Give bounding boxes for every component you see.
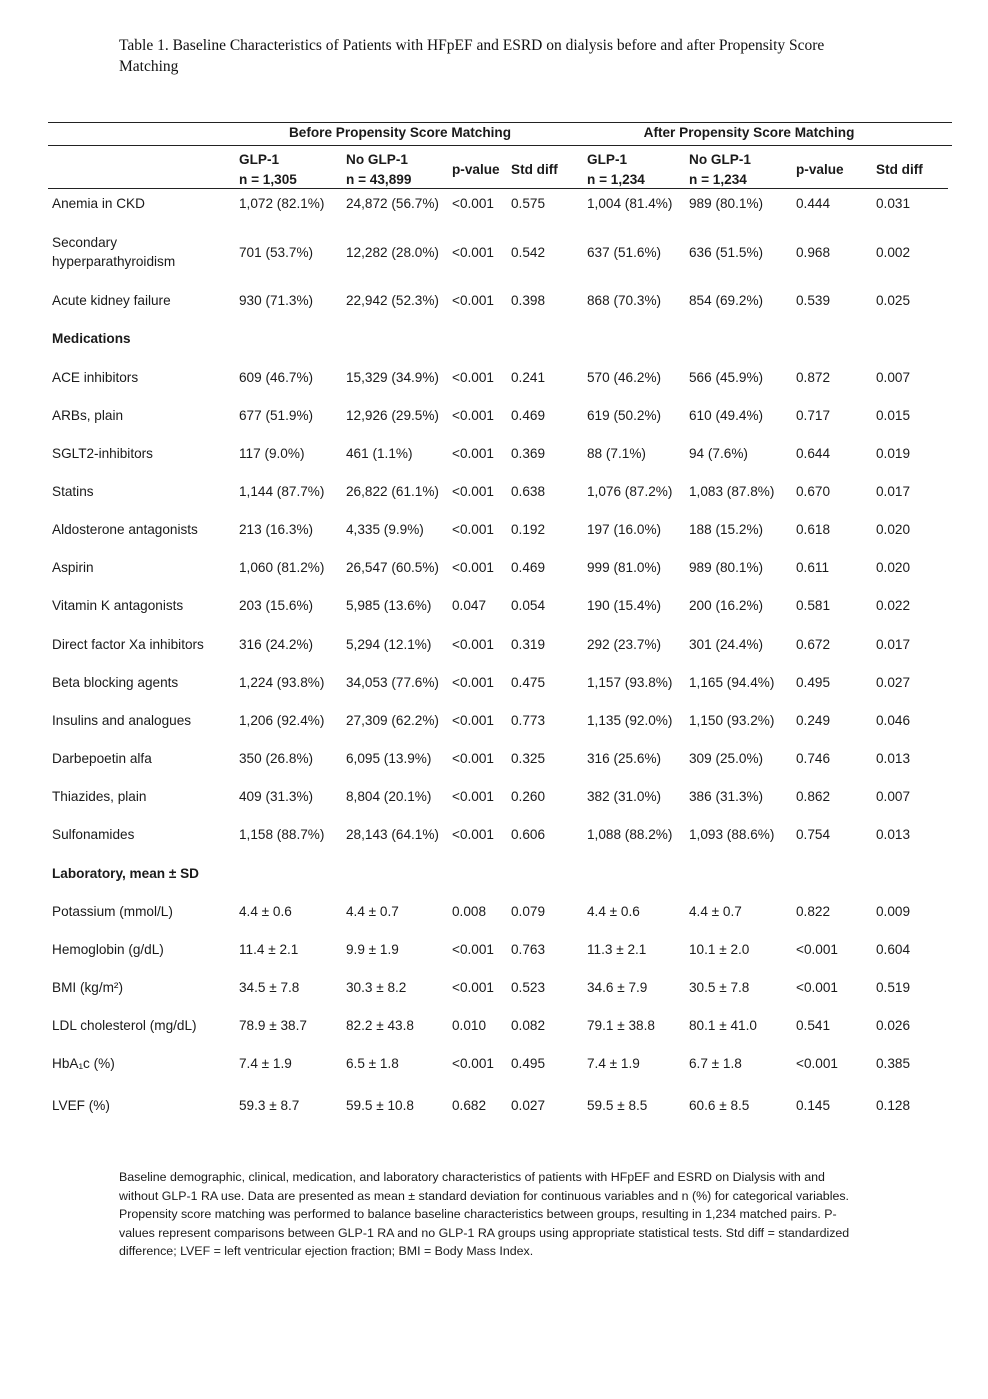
table-cell: 24,872 (56.7%) [346,196,439,211]
table-cell: 197 (16.0%) [587,522,662,537]
row-label: Hemoglobin (g/dL) [52,942,164,957]
table-cell: <0.001 [796,1056,838,1071]
table-cell: 301 (24.4%) [689,637,764,652]
table-cell: 409 (31.3%) [239,789,314,804]
table-cell: 1,072 (82.1%) [239,196,325,211]
table-cell: 34,053 (77.6%) [346,675,439,690]
table-cell: 0.009 [876,904,911,919]
table-cell: 461 (1.1%) [346,446,413,461]
table-cell: 200 (16.2%) [689,598,764,613]
table-cell: <0.001 [452,637,494,652]
table-cell: 0.495 [796,675,831,690]
row-label: ARBs, plain [52,408,124,423]
col-header-glp1-after: GLP-1 n = 1,234 [587,152,645,187]
table-cell: 0.495 [511,1056,546,1071]
column-header-rule [48,188,948,189]
table-cell: 0.611 [796,560,830,575]
table-cell: 0.773 [511,713,546,728]
table-cell: 1,206 (92.4%) [239,713,325,728]
table-cell: 0.002 [876,245,911,260]
table-cell: 0.192 [511,522,546,537]
table-cell: 0.145 [796,1098,831,1113]
table-cell: <0.001 [796,980,838,995]
table-cell: 213 (16.3%) [239,522,314,537]
table-cell: 0.013 [876,751,911,766]
table-cell: 0.325 [511,751,546,766]
table-cell: 0.604 [876,942,911,957]
table-cell: 0.475 [511,675,546,690]
table-cell: 27,309 (62.2%) [346,713,439,728]
table-cell: <0.001 [796,942,838,957]
section-label: Laboratory, mean ± SD [52,866,199,881]
table-cell: 0.020 [876,522,911,537]
table-cell: 79.1 ± 38.8 [587,1018,655,1033]
table-cell: 1,157 (93.8%) [587,675,673,690]
table-cell: 0.670 [796,484,831,499]
row-label: Insulins and analogues [52,713,192,728]
row-label: Anemia in CKD [52,196,145,211]
table-cell: 316 (25.6%) [587,751,662,766]
table-cell: 999 (81.0%) [587,560,662,575]
table-cell: 0.047 [452,598,487,613]
table-cell: 0.027 [876,675,911,690]
table-cell: 0.260 [511,789,546,804]
table-cell: 0.385 [876,1056,911,1071]
table-cell: 0.581 [796,598,831,613]
table-cell: 78.9 ± 38.7 [239,1018,307,1033]
section-label: Medications [52,331,131,346]
table-cell: 0.010 [452,1018,487,1033]
table-cell: 1,093 (88.6%) [689,827,775,842]
table-cell: 5,985 (13.6%) [346,598,432,613]
table-cell: 6,095 (13.9%) [346,751,432,766]
table-cell: 0.469 [511,408,546,423]
table-cell: 309 (25.0%) [689,751,764,766]
table-cell: <0.001 [452,370,494,385]
table-cell: 1,083 (87.8%) [689,484,775,499]
group-header-after-psm: After Propensity Score Matching [643,125,855,140]
table-cell: 570 (46.2%) [587,370,662,385]
table-cell: 930 (71.3%) [239,293,314,308]
table-cell: 0.026 [876,1018,911,1033]
table-cell: 203 (15.6%) [239,598,314,613]
table-cell: 0.541 [796,1018,831,1033]
table-cell: 59.5 ± 10.8 [346,1098,414,1113]
table-cell: 0.746 [796,751,831,766]
table-cell: 0.015 [876,408,911,423]
table-cell: 868 (70.3%) [587,293,662,308]
table-cell: 0.241 [511,370,546,385]
table-cell: <0.001 [452,980,494,995]
row-label: Thiazides, plain [52,789,147,804]
table-cell: 26,822 (61.1%) [346,484,439,499]
table-cell: 0.007 [876,789,911,804]
table-cell: 0.022 [876,598,911,613]
col-header-pvalue-before: p-value [452,162,500,177]
col-header-glp1-before: GLP-1 n = 1,305 [239,152,297,187]
table-cell: <0.001 [452,942,494,957]
table-cell: 0.542 [511,245,546,260]
table-cell: 5,294 (12.1%) [346,637,432,652]
table-cell: 1,004 (81.4%) [587,196,673,211]
table-cell: 0.717 [796,408,831,423]
table-cell: 4.4 ± 0.6 [587,904,640,919]
table-cell: <0.001 [452,484,494,499]
table-cell: 88 (7.1%) [587,446,646,461]
table-cell: 94 (7.6%) [689,446,748,461]
table-cell: 7.4 ± 1.9 [239,1056,292,1071]
table-cell: 59.5 ± 8.5 [587,1098,648,1113]
table-cell: <0.001 [452,408,494,423]
table-cell: 34.6 ± 7.9 [587,980,648,995]
table-cell: 386 (31.3%) [689,789,764,804]
table-cell: 28,143 (64.1%) [346,827,439,842]
table-cell: 7.4 ± 1.9 [587,1056,640,1071]
table-cell: 0.754 [796,827,831,842]
row-label: Darbepoetin alfa [52,751,152,766]
table-cell: 0.079 [511,904,546,919]
table-cell: 382 (31.0%) [587,789,662,804]
table-cell: 0.672 [796,637,831,652]
table-cell: 1,224 (93.8%) [239,675,325,690]
col-header-noglp1-before: No GLP-1 n = 43,899 [346,152,412,187]
table-cell: 11.3 ± 2.1 [587,942,647,957]
table-cell: <0.001 [452,827,494,842]
table-cell: 0.644 [796,446,831,461]
table-cell: 0.017 [876,637,911,652]
table-cell: 989 (80.1%) [689,560,764,575]
table-cell: 0.031 [876,196,911,211]
table-cell: 619 (50.2%) [587,408,662,423]
table-cell: 1,150 (93.2%) [689,713,775,728]
table-cell: 82.2 ± 43.8 [346,1018,414,1033]
row-label: HbA₁c (%) [52,1056,115,1071]
table-cell: 12,926 (29.5%) [346,408,439,423]
table-cell: 0.968 [796,245,831,260]
table-cell: 0.872 [796,370,831,385]
table-cell: 0.369 [511,446,546,461]
table-cell: 0.822 [796,904,831,919]
table-cell: 610 (49.4%) [689,408,764,423]
table-cell: 0.319 [511,637,546,652]
table-cell: <0.001 [452,1056,494,1071]
group-header-before-psm: Before Propensity Score Matching [288,125,512,140]
table-cell: 0.007 [876,370,911,385]
col-header-stddiff-after: Std diff [876,162,923,177]
table-cell: 0.082 [511,1018,546,1033]
table-cell: <0.001 [452,522,494,537]
table-cell: <0.001 [452,196,494,211]
table-cell: 609 (46.7%) [239,370,314,385]
table-cell: 637 (51.6%) [587,245,662,260]
table-cell: 0.444 [796,196,831,211]
table-cell: <0.001 [452,560,494,575]
table-top-rule [48,122,952,123]
table-cell: 0.523 [511,980,546,995]
row-label: Aspirin [52,560,94,575]
table-cell: 6.5 ± 1.8 [346,1056,399,1071]
table-cell: <0.001 [452,713,494,728]
table-cell: 1,088 (88.2%) [587,827,673,842]
table-cell: 0.017 [876,484,911,499]
table-caption: Table 1. Baseline Characteristics of Patients with HFpEF and ESRD on dialysis before and after Propensity Score Matching [119,37,825,75]
row-label: ACE inhibitors [52,370,139,385]
row-label: LVEF (%) [52,1098,110,1113]
table-cell: 292 (23.7%) [587,637,662,652]
row-label: SGLT2-inhibitors [52,446,153,461]
group-header-rule [48,145,952,146]
table-cell: 30.3 ± 8.2 [346,980,407,995]
table-cell: 0.519 [876,980,911,995]
table-cell: 34.5 ± 7.8 [239,980,300,995]
table-cell: 0.763 [511,942,546,957]
table-cell: 0.539 [796,293,831,308]
table-cell: 0.054 [511,598,546,613]
table-cell: <0.001 [452,446,494,461]
table-cell: 60.6 ± 8.5 [689,1098,750,1113]
table-cell: 9.9 ± 1.9 [346,942,399,957]
table-cell: 30.5 ± 7.8 [689,980,750,995]
table-cell: 15,329 (34.9%) [346,370,439,385]
table-cell: 1,076 (87.2%) [587,484,673,499]
table-cell: 636 (51.5%) [689,245,764,260]
table-cell: <0.001 [452,245,494,260]
table-cell: 4.4 ± 0.7 [689,904,742,919]
row-label: Sulfonamides [52,827,135,842]
table-cell: 0.019 [876,446,911,461]
table-cell: 701 (53.7%) [239,245,314,260]
table-cell: 8,804 (20.1%) [346,789,432,804]
table-cell: 59.3 ± 8.7 [239,1098,300,1113]
table-cell: <0.001 [452,751,494,766]
table-cell: 0.025 [876,293,911,308]
row-label: Acute kidney failure [52,293,171,308]
table-cell: <0.001 [452,293,494,308]
table-cell: 4.4 ± 0.6 [239,904,292,919]
table-cell: 0.469 [511,560,546,575]
col-header-pvalue-after: p-value [796,162,844,177]
table-cell: 0.575 [511,196,546,211]
row-label: Beta blocking agents [52,675,179,690]
table-cell: 316 (24.2%) [239,637,314,652]
table-cell: 0.606 [511,827,546,842]
table-cell: <0.001 [452,675,494,690]
table-cell: 0.862 [796,789,831,804]
table-cell: 80.1 ± 41.0 [689,1018,757,1033]
table-cell: 6.7 ± 1.8 [689,1056,742,1071]
table-cell: 190 (15.4%) [587,598,662,613]
table-cell: 22,942 (52.3%) [346,293,439,308]
table-cell: 350 (26.8%) [239,751,314,766]
row-label: Aldosterone antagonists [52,522,198,537]
row-label: BMI (kg/m²) [52,980,123,995]
table-footnote: Baseline demographic, clinical, medication, and laboratory characteristics of patients with HFpEF and ESRD on Dialysis with and without GLP-1 RA use. Data are presented as mean ± standard deviation for continuous variables and n (%) for categorical variables. Propensity score matching was performed to balance baseline characteristics between groups, resulting in 1,234 matched pairs. P-values represent comparisons between GLP-1 RA and no GLP-1 RA groups using appropriate statistical tests. Std diff = standardized difference; LVEF = left ventricular ejection fraction; BMI = Body Mass Index. [119,1170,850,1259]
table-cell: 10.1 ± 2.0 [689,942,750,957]
table-cell: 566 (45.9%) [689,370,764,385]
table-cell: 0.027 [511,1098,546,1113]
row-label: Direct factor Xa inhibitors [52,637,204,652]
table-cell: 117 (9.0%) [239,446,305,461]
row-label: Potassium (mmol/L) [52,904,173,919]
table-cell: 989 (80.1%) [689,196,764,211]
table-cell: 0.638 [511,484,546,499]
row-label: Vitamin K antagonists [52,598,184,613]
table-cell: 188 (15.2%) [689,522,764,537]
table-cell: <0.001 [452,789,494,804]
table-cell: 26,547 (60.5%) [346,560,439,575]
table-cell: 854 (69.2%) [689,293,764,308]
table-cell: 4.4 ± 0.7 [346,904,399,919]
row-label: Statins [52,484,94,499]
table-cell: 1,060 (81.2%) [239,560,325,575]
row-label: LDL cholesterol (mg/dL) [52,1018,197,1033]
table-cell: 0.046 [876,713,911,728]
row-label: Secondary hyperparathyroidism [52,235,176,269]
table-cell: 1,135 (92.0%) [587,713,673,728]
table-cell: 0.682 [452,1098,487,1113]
table-cell: 0.128 [876,1098,911,1113]
table-cell: 677 (51.9%) [239,408,314,423]
table-cell: 4,335 (9.9%) [346,522,424,537]
table-cell: 0.398 [511,293,546,308]
table-cell: 12,282 (28.0%) [346,245,439,260]
table-cell: 0.008 [452,904,487,919]
table-cell: 0.013 [876,827,911,842]
col-header-noglp1-after: No GLP-1 n = 1,234 [689,152,751,187]
table-cell: 1,144 (87.7%) [239,484,325,499]
table-cell: 0.249 [796,713,831,728]
table-cell: 0.618 [796,522,831,537]
col-header-stddiff-before: Std diff [511,162,558,177]
table-cell: 1,165 (94.4%) [689,675,775,690]
table-cell: 1,158 (88.7%) [239,827,325,842]
table-cell: 0.020 [876,560,911,575]
table-cell: 11.4 ± 2.1 [239,942,299,957]
